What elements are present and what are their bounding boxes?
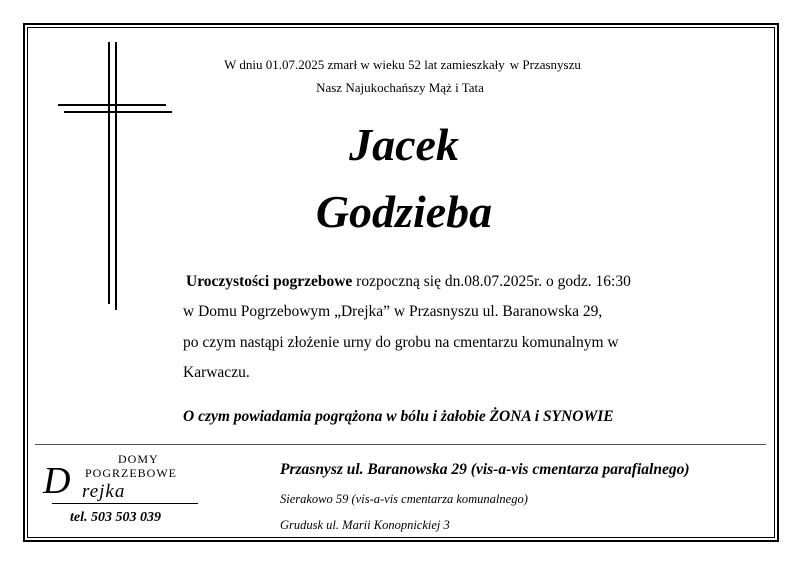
address-sierakowo: Sierakowo 59 (vis-a-vis cmentarza komunalnego) bbox=[280, 492, 528, 506]
logo-line-domy: DOMY bbox=[118, 452, 159, 466]
family-notice: O czym powiadamia pogrążona w bólu i żałobie ŻONA i SYNOWIE bbox=[183, 408, 614, 425]
footer-divider bbox=[35, 444, 766, 445]
ceremony-line-1 bbox=[186, 273, 631, 291]
deceased-first-name: Jacek bbox=[349, 119, 459, 170]
phone-number: tel. 503 503 039 bbox=[70, 510, 161, 525]
logo-underline bbox=[52, 503, 198, 504]
ceremony-line-2: w Domu Pogrzebowym „Drejka” w Przasnyszu ul. Baranowska 29, bbox=[183, 303, 603, 320]
ceremony-time: rozpoczną się dn.08.07.2025r. o godz. 16:30 bbox=[352, 273, 631, 290]
logo-name: rejka bbox=[82, 481, 126, 502]
cross-horizontal-bar bbox=[58, 104, 166, 106]
death-place: w Przasnyszu bbox=[509, 57, 581, 72]
relation-line: Nasz Najukochańszy Mąż i Tata bbox=[316, 80, 484, 95]
death-announcement bbox=[0, 57, 800, 73]
ceremony-line-4: Karwaczu. bbox=[183, 364, 250, 381]
address-grudusk: Grudusk ul. Marii Konopnickiej 3 bbox=[280, 518, 450, 532]
logo-initial: D bbox=[43, 460, 71, 502]
logo-line-pogrzebowe: POGRZEBOWE bbox=[85, 466, 177, 480]
death-details: W dniu 01.07.2025 zmarł w wieku 52 lat zamieszkały bbox=[224, 57, 505, 72]
deceased-last-name: Godzieba bbox=[315, 186, 493, 237]
address-main: Przasnysz ul. Baranowska 29 (vis-a-vis cmentarza parafialnego) bbox=[280, 461, 690, 478]
ceremony-line-3: po czym nastąpi złożenie urny do grobu na cmentarzu komunalnym w bbox=[183, 334, 619, 351]
ceremony-lead: Uroczystości pogrzebowe bbox=[186, 273, 353, 290]
cross-horizontal-bar bbox=[64, 111, 172, 113]
